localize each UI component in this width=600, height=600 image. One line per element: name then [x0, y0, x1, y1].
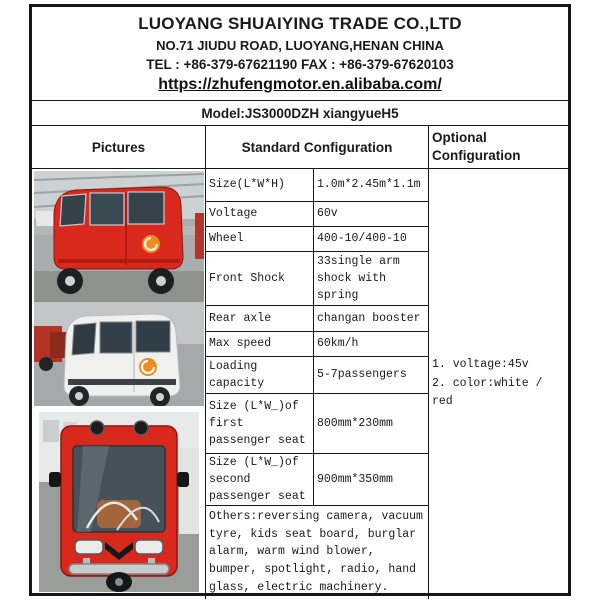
- spec-label-front-shock: Front Shock: [206, 252, 314, 306]
- spec-label-max-speed: Max speed: [206, 332, 314, 357]
- pictures-cell: [32, 169, 206, 599]
- spec-label-size: Size(L*W*H): [206, 169, 314, 202]
- company-tel-fax: TEL : +86-379-67621190 FAX : +86-379-67620103: [146, 56, 454, 72]
- spec-value-loading-capacity: 5-7passengers: [314, 357, 429, 394]
- spec-value-max-speed: 60km/h: [314, 332, 429, 357]
- company-name: LUOYANG SHUAIYING TRADE CO.,LTD: [138, 13, 462, 33]
- spec-sheet: [29, 4, 571, 596]
- photo-red-tricycle-side-view: [34, 171, 204, 302]
- model-row: [32, 100, 568, 125]
- photo-red-tricycle-front-view: [39, 412, 199, 592]
- company-header: [32, 7, 568, 100]
- company-address: NO.71 JIUDU ROAD, LUOYANG,HENAN CHINA: [156, 37, 444, 53]
- spec-label-voltage: Voltage: [206, 202, 314, 227]
- column-header-row: [32, 125, 568, 168]
- spec-value-rear-axle: changan booster: [314, 306, 429, 332]
- spec-value-front-shock: 33single arm shock with spring: [314, 252, 429, 306]
- spec-label-second-seat-size: Size (L*W_)of second passenger seat: [206, 454, 314, 506]
- col-header-standard: Standard Configuration: [206, 126, 429, 168]
- optional-config-line-1: 1. voltage:45v: [432, 358, 529, 372]
- spec-value-size: 1.0m*2.45m*1.1m: [314, 169, 429, 202]
- optional-config-line-2: 2. color:white / red: [432, 376, 543, 408]
- col-header-optional: Optional Configuration: [432, 130, 521, 163]
- optional-config-cell: [429, 169, 568, 599]
- spec-label-wheel: Wheel: [206, 227, 314, 252]
- website-link[interactable]: https://zhufengmotor.en.alibaba.com/: [158, 75, 442, 93]
- spec-table-body: [32, 168, 568, 599]
- spec-label-loading-capacity: Loading capacity: [206, 357, 314, 394]
- photo-white-tricycle-side-view: [34, 302, 204, 406]
- spec-value-second-seat-size: 900mm*350mm: [314, 454, 429, 506]
- col-header-pictures: Pictures: [32, 126, 206, 168]
- spec-value-first-seat-size: 800mm*230mm: [314, 394, 429, 454]
- others-cell: Others:reversing camera, vacuum tyre, kids seat board, burglar alarm, warm wind blower, bumper, spotlight, radio, hand glass, electric machinery.: [206, 506, 429, 599]
- model-label: Model:JS3000DZH xiangyueH5: [201, 105, 399, 121]
- spec-label-first-seat-size: Size (L*W_)of first passenger seat: [206, 394, 314, 454]
- spec-value-voltage: 60v: [314, 202, 429, 227]
- spec-value-wheel: 400-10/400-10: [314, 227, 429, 252]
- spec-label-rear-axle: Rear axle: [206, 306, 314, 332]
